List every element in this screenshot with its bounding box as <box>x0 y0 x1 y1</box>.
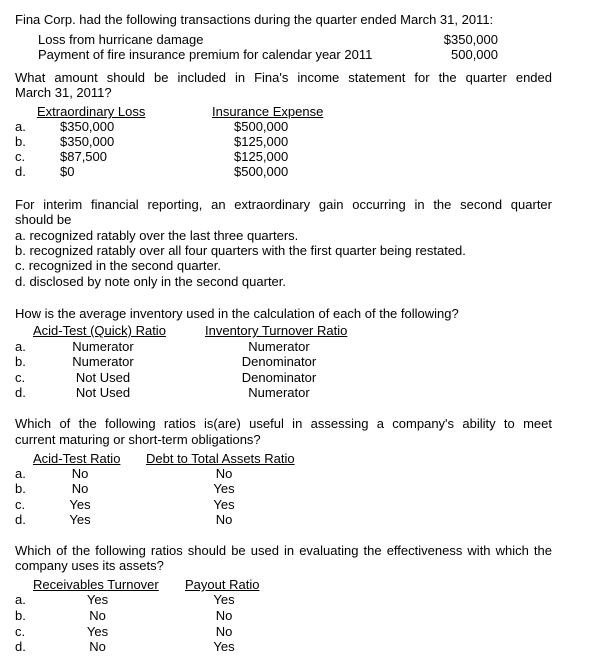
q5-col2-header: Payout Ratio <box>185 577 260 592</box>
q4-row-v1: Yes <box>69 497 91 512</box>
q4-question-line2: current maturing or short-term obligations? <box>15 432 261 447</box>
q3-row-letter: c. <box>15 370 26 385</box>
q4-row-letter: b. <box>15 481 26 496</box>
q5-question-line1: Which of the following ratios should be used in evaluating the effectiveness with which the <box>15 543 552 558</box>
q3-row-v1: Not Used <box>75 385 131 400</box>
q5-row-v2: No <box>215 624 233 639</box>
q4-row-letter: a. <box>15 466 26 481</box>
q3-row-v2: Denominator <box>241 354 317 369</box>
q5-row-v1: No <box>89 639 106 654</box>
q5-row-letter: b. <box>15 608 26 623</box>
q1-row-letter: b. <box>15 134 26 149</box>
q3-row-letter: d. <box>15 385 26 400</box>
q5-row-v1: No <box>89 608 106 623</box>
q5-col1-header: Receivables Turnover <box>33 577 159 592</box>
q1-row-v1: $0 <box>60 164 75 179</box>
q1-row-v2: $125,000 <box>234 134 289 149</box>
q2-question-line1: For interim financial reporting, an extraordinary gain occurring in the second quarter <box>15 197 552 212</box>
q3-col1-header: Acid-Test (Quick) Ratio <box>33 323 166 338</box>
q5-row-v2: Yes <box>213 592 235 607</box>
q5-row-letter: a. <box>15 592 26 607</box>
q1-row-v2: $500,000 <box>234 119 289 134</box>
q3-row-v1: Not Used <box>75 370 131 385</box>
q1-row-v1: $350,000 <box>60 134 115 149</box>
q4-row-v1: Yes <box>69 512 91 527</box>
q3-question: How is the average inventory used in the calculation of each of the following? <box>15 306 459 321</box>
q5-question-line2: company uses its assets? <box>15 558 164 573</box>
q4-row-v2: No <box>215 512 233 527</box>
q4-row-v2: Yes <box>213 497 235 512</box>
q4-row-v2: No <box>215 466 233 481</box>
q3-row-v2: Numerator <box>248 385 310 400</box>
q5-row-v1: Yes <box>86 624 109 639</box>
q3-row-letter: b. <box>15 354 26 369</box>
q3-row-v2: Denominator <box>241 370 317 385</box>
q2-option: c. recognized in the second quarter. <box>15 258 221 273</box>
q1-intro: Fina Corp. had the following transactions during the quarter ended March 31, 2011: <box>15 12 494 27</box>
q5-row-letter: c. <box>15 624 26 639</box>
q1-row-v1: $87,500 <box>60 149 107 164</box>
q5-row-v2: Yes <box>213 639 235 654</box>
q1-question-line2: March 31, 2011? <box>15 85 112 100</box>
q1-row-letter: c. <box>15 149 26 164</box>
q4-row-v1: No <box>71 466 89 481</box>
q1-col1-header: Extraordinary Loss <box>37 104 146 119</box>
q4-row-letter: d. <box>15 512 26 527</box>
q1-col2-header: Insurance Expense <box>212 104 324 119</box>
q5-row-v1: Yes <box>86 592 109 607</box>
q4-row-v1: No <box>71 481 89 496</box>
q4-col2-header: Debt to Total Assets Ratio <box>146 451 295 466</box>
q3-row-letter: a. <box>15 339 26 354</box>
q2-option: a. recognized ratably over the last three quarters. <box>15 228 299 243</box>
q4-row-letter: c. <box>15 497 26 512</box>
q1-item-label: Loss from hurricane damage <box>38 32 204 47</box>
q5-row-letter: d. <box>15 639 26 654</box>
q3-row-v1: Numerator <box>72 354 134 369</box>
q1-item-amount: $350,000 <box>443 32 498 47</box>
q5-row-v2: No <box>215 608 233 623</box>
q1-row-v2: $125,000 <box>234 149 289 164</box>
q1-row-letter: d. <box>15 164 26 179</box>
q3-col2-header: Inventory Turnover Ratio <box>205 323 348 338</box>
q2-option: d. disclosed by note only in the second quarter. <box>15 274 287 289</box>
q1-item-label: Payment of fire insurance premium for calendar year 2011 <box>38 47 373 62</box>
q1-question-line1: What amount should be included in Fina's income statement for the quarter ended <box>15 70 552 85</box>
q4-question-line1: Which of the following ratios is(are) useful in assessing a company's ability to meet <box>15 416 552 431</box>
q3-row-v2: Numerator <box>248 339 310 354</box>
q2-option: b. recognized ratably over all four quarters with the first quarter being restated. <box>15 243 466 258</box>
q1-row-v1: $350,000 <box>60 119 115 134</box>
q2-question-line2: should be <box>15 212 72 227</box>
q3-row-v1: Numerator <box>72 339 134 354</box>
q1-row-letter: a. <box>15 119 26 134</box>
q1-row-v2: $500,000 <box>234 164 289 179</box>
q4-col1-header: Acid-Test Ratio <box>33 451 121 466</box>
q1-item-amount: 500,000 <box>451 47 498 62</box>
q4-row-v2: Yes <box>213 481 235 496</box>
